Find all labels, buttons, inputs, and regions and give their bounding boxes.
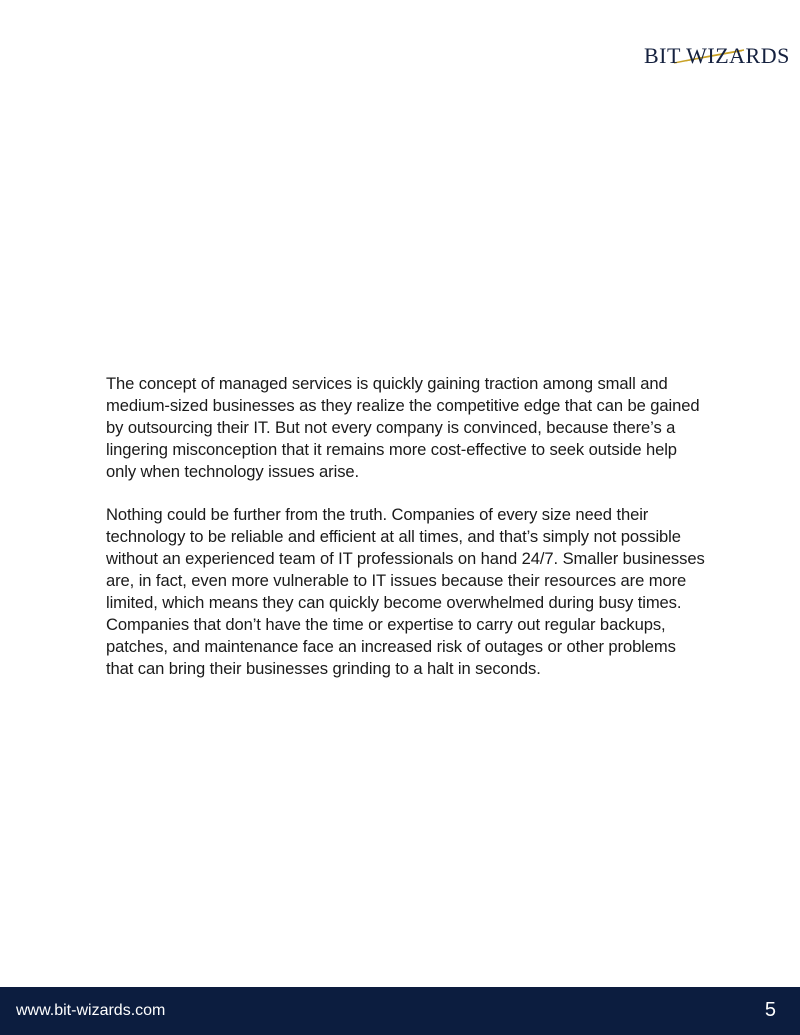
- bit-wizards-logo: [644, 42, 790, 70]
- main-content: [106, 373, 706, 701]
- body-paragraph-2: Nothing could be further from the truth. Companies of every size need their technology to be reliable and efficient at all times, and that’s simply not possible without an experienced team of IT professionals on hand 24/7. Smaller businesses are, in fact, even more vulnerable to IT issues because their resources are more limited, which means they can quickly become overwhelmed during busy times. Companies that don’t have the time or expertise to carry out regular backups, patches, and maintenance face an increased risk of outages or other problems that can bring their businesses grinding to a halt in seconds.: [106, 505, 705, 678]
- logo-wordmark: BIT WIZARDS: [644, 43, 790, 68]
- page-footer: [0, 987, 800, 1035]
- page-number: 5: [764, 999, 776, 1021]
- footer-website-link[interactable]: www.bit-wizards.com: [16, 1002, 166, 1019]
- body-paragraph-1: The concept of managed services is quickly gaining traction among small and medium-sized businesses as they realize the competitive edge that can be gained by outsourcing their IT. But not every company is convinced, because there’s a lingering misconception that it remains more cost-effective to seek outside help only when technology issues arise.: [106, 374, 700, 481]
